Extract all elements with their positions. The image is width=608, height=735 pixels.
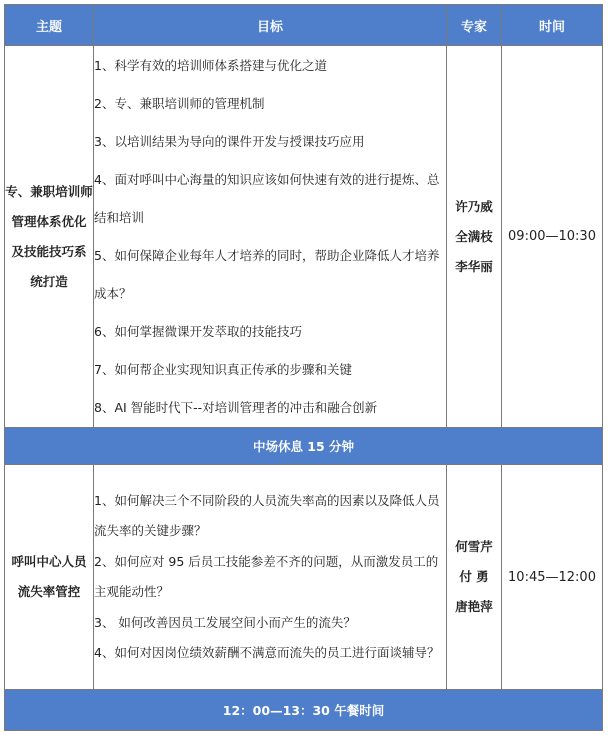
expert-name: 许乃威 (455, 198, 493, 214)
session-goals (94, 465, 447, 690)
expert-name: 李华丽 (455, 258, 493, 274)
session-experts (447, 46, 502, 428)
session-topic (5, 46, 94, 428)
goal-item: 2、如何应对 95 后员工技能参差不齐的问题，从而激发员工的 (94, 553, 439, 569)
goal-item: 1、科学有效的培训师体系搭建与优化之道 (94, 57, 327, 73)
expert-name: 付 勇 (459, 569, 489, 584)
goal-item: 6、如何掌握微课开发萃取的技能技巧 (94, 323, 302, 339)
header-row (5, 5, 603, 46)
session-row (5, 465, 603, 690)
expert-name: 唐艳萍 (455, 599, 493, 614)
agenda-table (4, 4, 603, 731)
goal-item: 7、如何帮企业实现知识真正传承的步骤和关键 (94, 361, 352, 377)
goal-item: 2、专、兼职培训师的管理机制 (94, 95, 265, 111)
session-time: 10:45—12:00 (502, 465, 603, 690)
goal-item: 3、 如何改善因员工发展空间小而产生的流失？ (94, 614, 356, 630)
header-goal: 目标 (94, 5, 447, 46)
goal-item: 成本？ (94, 285, 132, 301)
break-label: 12：00—13：30 午餐时间 (5, 690, 603, 731)
session-topic (5, 465, 94, 690)
goal-item: 1、如何解决三个不同阶段的人员流失率高的因素以及降低人员 (94, 492, 440, 508)
goal-item: 4、如何对因岗位绩效薪酬不满意而流失的员工进行面谈辅导？ (94, 645, 440, 660)
goal-item: 结和培训 (94, 209, 145, 225)
expert-name: 何雪芹 (455, 539, 493, 554)
session-row (5, 46, 603, 428)
session-time: 09:00—10:30 (502, 46, 603, 428)
topic-line: 呼叫中心人员 (11, 554, 87, 569)
topic-line: 流失率管控 (17, 584, 81, 599)
topic-line: 管理体系优化 (11, 213, 87, 229)
goal-item: 4、面对呼叫中心海量的知识应该如何快速有效的进行提炼、总 (94, 171, 440, 187)
break-row (5, 690, 603, 731)
header-topic: 主题 (5, 5, 94, 46)
session-goals (94, 46, 447, 428)
break-row (5, 428, 603, 465)
expert-name: 全满枝 (455, 228, 493, 244)
topic-line: 专、兼职培训师 (5, 183, 93, 199)
topic-line: 统打造 (30, 273, 68, 289)
session-experts (447, 465, 502, 690)
goal-item: 8、AI 智能时代下--对培训管理者的冲击和融合创新 (94, 399, 378, 415)
goal-item: 3、以培训结果为导向的课件开发与授课技巧应用 (94, 133, 365, 149)
topic-line: 及技能技巧系 (11, 243, 87, 259)
goal-item: 5、如何保障企业每年人才培养的同时，帮助企业降低人才培养 (94, 247, 440, 263)
goal-item: 流失率的关键步骤？ (94, 523, 207, 538)
goal-item: 主观能动性？ (94, 584, 170, 599)
break-label: 中场休息 15 分钟 (5, 428, 603, 465)
header-time: 时间 (502, 5, 603, 46)
header-expert: 专家 (447, 5, 502, 46)
